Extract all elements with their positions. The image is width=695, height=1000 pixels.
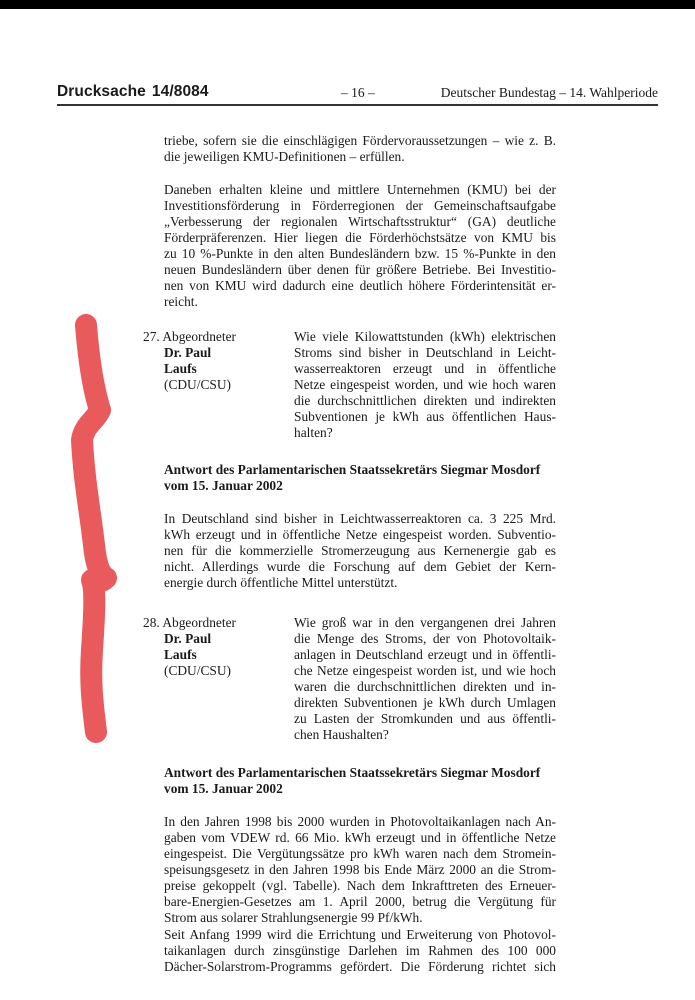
text-line: gaben vom VDEW rd. 66 Mio. kWh erzeugt und in öffentliche Netze [164,830,556,845]
text-line: die jeweiligen KMU-Definitionen – erfüllen. [164,149,405,164]
intro-paragraph-1 [164,133,556,165]
text-line: wasserreaktoren erzeugt und in öffentliche [294,361,556,376]
institution-label: Deutscher Bundestag – 14. Wahlperiode [440,85,658,100]
answer-27-paragraph [164,511,556,591]
text-line: halten? [294,425,333,440]
asker-name: Dr. Paul [164,345,212,360]
text-line: eingespeist. Die Vergütungssätze pro kWh waren nach dem Stromein- [164,846,556,861]
text-line: In Deutschland sind bisher in Leichtwasserreaktoren ca. 3 225 Mrd. [164,511,556,526]
text-line: Förderpräferenzen. Hier liegen die Förderhöchstsätze von KMU bis [164,230,556,245]
text-line: Seit Anfang 1999 wird die Errichtung und Erweiterung von Photovol- [164,927,556,942]
answer-28-paragraph-1 [164,814,556,926]
text-line: taikanlagen durch zinsgünstige Darlehen im Rahmen des 100 000 [164,943,556,958]
text-line: triebe, sofern sie die einschlägigen Fördervoraussetzungen – wie z. B. [164,133,556,148]
answer-date: vom 15. Januar 2002 [164,478,283,493]
doc-number: 14/8084 [151,83,209,100]
text-line: Daneben erhalten kleine und mittlere Unternehmen (KMU) bei der [164,182,556,197]
text-line: Wie groß war in den vergangenen drei Jahren [294,615,556,630]
question-27-text [294,329,556,441]
question-28-asker [143,615,273,679]
doc-label: Drucksache [57,83,146,100]
text-line: energie durch öffentliche Mittel unterstützt. [164,575,398,590]
text-line: die durchschnittlichen direkten und indirekten [294,393,556,408]
text-line: Netze eingespeist worden, und wie hoch waren [294,377,556,392]
text-line: zu Lasten der Stromkunden und aus öffentli- [294,711,556,726]
answer-author: Antwort des Parlamentarischen Staatssekretärs Siegmar Mosdorf [164,765,541,780]
question-number: 28. [143,615,160,630]
asker-name: Dr. Paul [164,631,212,646]
text-line: bare-Energien-Gesetzes am 1. April 2000, betrug die Vergütung für [164,894,556,909]
text-line: reicht. [164,294,198,309]
text-line: Wie viele Kilowattstunden (kWh) elektrischen [294,329,556,344]
text-line: nen für die kommerzielle Stromerzeugung aus Kernenergie gab es [164,543,556,558]
asker-surname: Laufs [164,647,197,662]
asker-surname: Laufs [164,361,197,376]
text-line: direkten Subventionen je kWh durch Umlagen [294,695,556,710]
text-line: waren die durchschnittlichen direkten und in- [294,679,556,694]
text-line: nen von KMU wird dadurch eine deutlich höhere Förderintensität er- [164,278,556,293]
document-number [57,83,209,101]
answer-28-heading [164,765,564,797]
asker-role: Abgeordneter [162,329,236,344]
text-line: Strom aus solarer Strahlungsenergie 99 Pf/kWh. [164,910,423,925]
text-line: Subventionen je kWh aus öffentlichen Haus- [294,409,556,424]
text-line: „Verbesserung der regionalen Wirtschaftsstruktur“ (GA) deutliche [164,214,556,229]
text-line: Investitionsförderung in Förderregionen der Gemeinschaftsaufgabe [164,198,556,213]
text-line: nicht. Allerdings wurde die Forschung auf dem Gebiet der Kern- [164,559,556,574]
page-header [57,82,658,104]
text-line: Dächer-Solarstrom-Programms gefördert. Die Förderung richtet sich [164,959,556,974]
text-line: chen Haushalten? [294,727,389,742]
text-line: che Netze eingespeist worden ist, und wie hoch [294,663,556,678]
text-line: speisungsgesetz in den Jahren 1998 bis Ende März 2000 an die Strom- [164,862,556,877]
text-line: neuen Bundesländern über denen für größere Betriebe. Bei Investitio- [164,262,556,277]
text-line: Stroms sind bisher in Deutschland in Leicht- [294,345,556,360]
text-line: zu 10 %-Punkte in den alten Bundesländern bzw. 15 %-Punkte in den [164,246,556,261]
intro-paragraph-2 [164,182,556,310]
text-line: In den Jahren 1998 bis 2000 wurden in Photovoltaikanlagen nach An- [164,814,556,829]
header-rule [57,104,658,106]
text-line: die Menge des Stroms, der von Photovoltaik- [294,631,556,646]
question-27-asker [143,329,273,393]
asker-party: (CDU/CSU) [164,377,231,392]
answer-27-heading [164,462,564,494]
answer-28-paragraph-2 [164,927,556,975]
text-line: preise gekoppelt (vgl. Tabelle). Nach dem Inkrafttreten des Erneuer- [164,878,556,893]
answer-date: vom 15. Januar 2002 [164,781,283,796]
asker-role: Abgeordneter [162,615,236,630]
top-black-bar [0,0,695,9]
text-line: kWh erzeugt und in öffentliche Netze eingespeist worden. Subventio- [164,527,556,542]
asker-party: (CDU/CSU) [164,663,231,678]
answer-author: Antwort des Parlamentarischen Staatssekretärs Siegmar Mosdorf [164,462,541,477]
page-number: – 16 – [341,85,375,100]
question-28-text [294,615,556,743]
question-number: 27. [143,329,160,344]
text-line: anlagen in Deutschland erzeugt und in öffentli- [294,647,556,662]
